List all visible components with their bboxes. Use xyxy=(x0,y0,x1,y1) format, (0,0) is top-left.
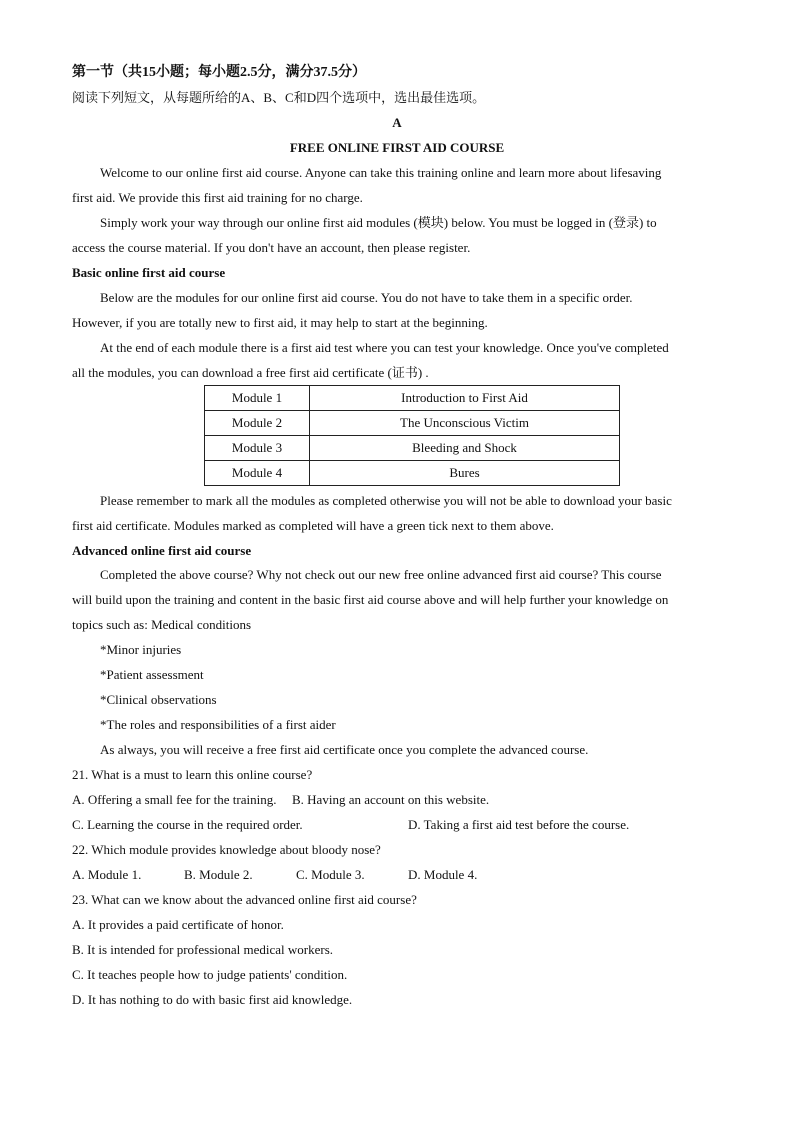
topic-cell: The Unconscious Victim xyxy=(310,411,620,436)
bullet-item: *Patient assessment xyxy=(100,667,204,682)
question-stem: 23. What can we know about the advanced online first aid course? xyxy=(72,892,417,907)
option-c: C. It teaches people how to judge patients' condition. xyxy=(72,967,348,982)
table-row xyxy=(205,461,620,486)
section-instruction: 阅读下列短文，从每题所给的A、B、C和D四个选项中，选出最佳选项。 xyxy=(72,90,486,105)
module-cell: Module 4 xyxy=(205,461,310,486)
question-stem: 21. What is a must to learn this online course? xyxy=(72,767,313,782)
module-cell: Module 1 xyxy=(205,386,310,411)
paragraph-line: Simply work your way through our online first aid modules (模块) below. You must be logged in (登录) to xyxy=(100,215,657,230)
advanced-course-heading: Advanced online first aid course xyxy=(72,543,252,558)
option-b: B. It is intended for professional medical workers. xyxy=(72,942,334,957)
paragraph-line: Welcome to our online first aid course. Anyone can take this training online and learn more about lifesaving xyxy=(100,165,662,180)
bullet-item: *Minor injuries xyxy=(100,642,182,657)
bullet-item: *Clinical observations xyxy=(100,692,217,707)
table-row xyxy=(205,411,620,436)
module-cell: Module 3 xyxy=(205,436,310,461)
option-c: C. Learning the course in the required order. xyxy=(72,817,303,832)
paragraph-line: topics such as: Medical conditions xyxy=(72,617,252,632)
topic-cell: Bleeding and Shock xyxy=(310,436,620,461)
option-b: B. Having an account on this website. xyxy=(292,792,490,807)
option-a: A. Module 1. xyxy=(72,867,142,882)
option-d: D. Module 4. xyxy=(408,867,478,882)
table-row xyxy=(205,386,620,411)
basic-course-heading: Basic online first aid course xyxy=(72,265,226,280)
paragraph-line: Completed the above course? Why not check out our new free online advanced first aid course? This course xyxy=(100,567,662,582)
question-stem: 22. Which module provides knowledge about bloody nose? xyxy=(72,842,381,857)
paragraph-line: However, if you are totally new to first aid, it may help to start at the beginning. xyxy=(72,315,488,330)
modules-table xyxy=(204,385,620,486)
option-a: A. Offering a small fee for the training. xyxy=(72,792,277,807)
paragraph-line: Below are the modules for our online first aid course. You do not have to take them in a specific order. xyxy=(100,290,633,305)
topic-cell: Introduction to First Aid xyxy=(310,386,620,411)
paragraph-line: will build upon the training and content in the basic first aid course above and will help further your knowledge on xyxy=(72,592,669,607)
option-d: D. Taking a first aid test before the course. xyxy=(408,817,630,832)
option-d: D. It has nothing to do with basic first aid knowledge. xyxy=(72,992,353,1007)
passage-label: A xyxy=(392,115,402,130)
option-c: C. Module 3. xyxy=(296,867,365,882)
paragraph-line: As always, you will receive a free first aid certificate once you complete the advanced course. xyxy=(100,742,589,757)
paragraph-line: At the end of each module there is a first aid test where you can test your knowledge. Once you've completed xyxy=(100,340,669,355)
topic-cell: Bures xyxy=(310,461,620,486)
paragraph-line: access the course material. If you don't have an account, then please register. xyxy=(72,240,471,255)
passage-title: FREE ONLINE FIRST AID COURSE xyxy=(289,140,505,155)
table-row xyxy=(205,436,620,461)
option-a: A. It provides a paid certificate of honor. xyxy=(72,917,284,932)
section-header: 第一节（共15小题；每小题2.5分，满分37.5分） xyxy=(72,65,366,80)
bullet-item: *The roles and responsibilities of a first aider xyxy=(100,717,336,732)
paragraph-line: Please remember to mark all the modules as completed otherwise you will not be able to download your basic xyxy=(100,493,672,508)
module-cell: Module 2 xyxy=(205,411,310,436)
paragraph-line: all the modules, you can download a free first aid certificate (证书) . xyxy=(72,365,429,380)
paragraph-line: first aid. We provide this first aid training for no charge. xyxy=(72,190,363,205)
paragraph-line: first aid certificate. Modules marked as completed will have a green tick next to them above. xyxy=(72,518,554,533)
option-b: B. Module 2. xyxy=(184,867,253,882)
